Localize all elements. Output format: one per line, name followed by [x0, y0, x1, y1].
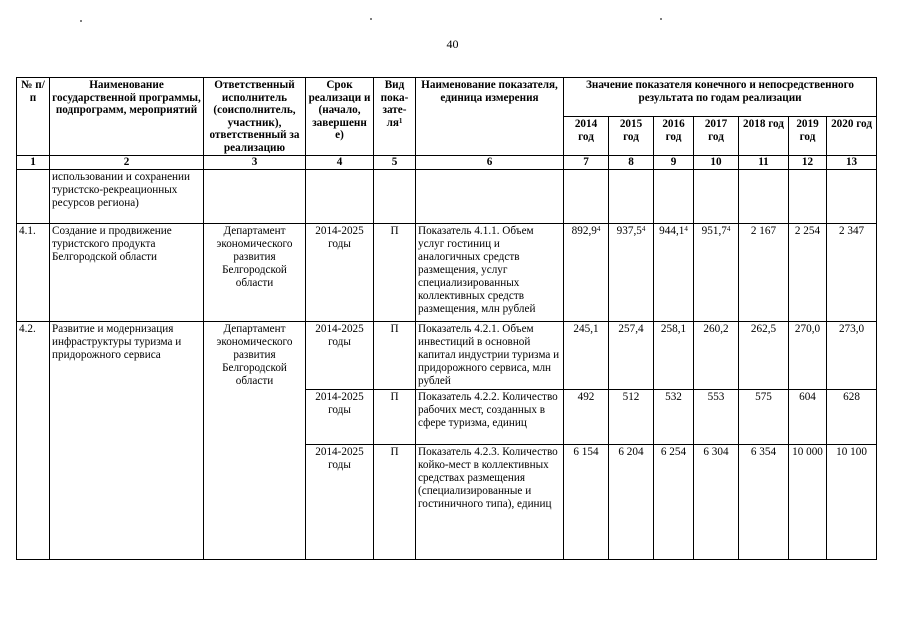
- responsible-executor: Департамент экономического развития Белгородской области: [204, 322, 306, 560]
- header-year: 2020 год: [827, 117, 877, 156]
- table-row-4-2-1: [17, 322, 877, 390]
- indicator-type: П: [374, 445, 416, 560]
- indicator-type: П: [374, 224, 416, 322]
- header-program-name: Наименование государственной программы, подпрограмм, мероприятий: [50, 78, 204, 156]
- value-cell: 270,0: [789, 322, 827, 390]
- value-cell: 6 204: [609, 445, 654, 560]
- value-cell: 512: [609, 390, 654, 445]
- table-row-continuation: [17, 170, 877, 224]
- value-cell: 492: [564, 390, 609, 445]
- program-name: использовании и сохранении туристско-рекреационных ресурсов региона): [50, 170, 204, 224]
- indicator-name: Показатель 4.2.1. Объем инвестиций в основной капитал индустрии туризма и придорожного сервиса, млн рублей: [416, 322, 564, 390]
- row-num: [17, 170, 50, 224]
- implementation-term: 2014-2025 годы: [306, 322, 374, 390]
- page-number: 40: [446, 37, 459, 51]
- header-num: № п/п: [17, 78, 50, 156]
- indicator-name: Показатель 4.2.2. Количество рабочих мест, созданных в сфере туризма, единиц: [416, 390, 564, 445]
- indicator-name: Показатель 4.2.3. Количество койко-мест в коллективных средствах размещения (специализированные и гостиничного типа), единиц: [416, 445, 564, 560]
- value-cell: 2 254: [789, 224, 827, 322]
- header-year: 2014 год: [564, 117, 609, 156]
- column-number: 12: [789, 156, 827, 170]
- footnote-mark: 4: [596, 225, 601, 233]
- column-number: 6: [416, 156, 564, 170]
- header-type-line1: Вид: [384, 79, 405, 91]
- header-year: 2019 год: [789, 117, 827, 156]
- value-cell: 273,0: [827, 322, 877, 390]
- value-cell: 260,2: [694, 322, 739, 390]
- header-year: 2018 год: [739, 117, 789, 156]
- footnote-mark: 4: [641, 225, 646, 233]
- column-number: 9: [654, 156, 694, 170]
- value-cell: 575: [739, 390, 789, 445]
- value-cell: 258,1: [654, 322, 694, 390]
- header-indicator-name: Наименование показателя, единица измерения: [416, 78, 564, 156]
- column-number: 5: [374, 156, 416, 170]
- header-type-line4: ля: [386, 116, 399, 129]
- header-year: 2016 год: [654, 117, 694, 156]
- value-cell: 6 304: [694, 445, 739, 560]
- table-row-4-1: [17, 224, 877, 322]
- column-number: 8: [609, 156, 654, 170]
- value-cell: [564, 224, 609, 322]
- column-number: 7: [564, 156, 609, 170]
- value: 892,9: [571, 225, 597, 237]
- value-cell: 532: [654, 390, 694, 445]
- header-type-sup: 1: [398, 116, 403, 125]
- value: 944,1: [659, 225, 685, 237]
- program-name: Создание и продвижение туристского продукта Белгородской области: [50, 224, 204, 322]
- value: 951,7: [701, 225, 727, 237]
- header-year: 2017 год: [694, 117, 739, 156]
- value-cell: 2 167: [739, 224, 789, 322]
- column-number: 3: [204, 156, 306, 170]
- header-term: Срок реализаци и (начало, завершенн е): [306, 78, 374, 156]
- value-cell: 2 347: [827, 224, 877, 322]
- footnote-mark: 4: [684, 225, 688, 233]
- value-cell: 6 254: [654, 445, 694, 560]
- header-type-line3: зате-: [382, 104, 407, 116]
- value-cell: 262,5: [739, 322, 789, 390]
- value-cell: 6 354: [739, 445, 789, 560]
- value-cell: [654, 224, 694, 322]
- responsible-executor: Департамент экономического развития Белгородской области: [204, 224, 306, 322]
- implementation-term: 2014-2025 годы: [306, 224, 374, 322]
- row-num: 4.2.: [17, 322, 50, 560]
- value-cell: 257,4: [609, 322, 654, 390]
- value-cell: 10 100: [827, 445, 877, 560]
- value-cell: [694, 224, 739, 322]
- header-values-group: Значение показателя конечного и непосредственного результата по годам реализации: [564, 78, 877, 117]
- indicator-type: П: [374, 322, 416, 390]
- scan-speck: [660, 18, 662, 20]
- value-cell: 10 000: [789, 445, 827, 560]
- value-cell: 245,1: [564, 322, 609, 390]
- header-type-line2: пока-: [380, 91, 409, 104]
- header-indicator-type: [374, 78, 416, 156]
- header-responsible: Ответственный исполнитель (соисполнитель, участник), ответственный за реализацию: [204, 78, 306, 156]
- column-number: 11: [739, 156, 789, 170]
- indicator-type: П: [374, 390, 416, 445]
- header-year: 2015 год: [609, 117, 654, 156]
- footnote-mark: 4: [726, 225, 731, 233]
- value-cell: [609, 224, 654, 322]
- value: 937,5: [616, 225, 642, 237]
- column-number: 10: [694, 156, 739, 170]
- program-name: Развитие и модернизация инфраструктуры туризма и придорожного сервиса: [50, 322, 204, 560]
- scan-speck: [370, 18, 372, 20]
- column-number: 13: [827, 156, 877, 170]
- column-number: 1: [17, 156, 50, 170]
- implementation-term: 2014-2025 годы: [306, 390, 374, 445]
- row-num: 4.1.: [17, 224, 50, 322]
- value-cell: 604: [789, 390, 827, 445]
- implementation-term: 2014-2025 годы: [306, 445, 374, 560]
- scan-speck: [80, 20, 82, 22]
- column-number-row: [17, 156, 877, 170]
- column-number: 4: [306, 156, 374, 170]
- column-number: 2: [50, 156, 204, 170]
- program-indicators-table: [16, 77, 877, 560]
- indicator-name: Показатель 4.1.1. Объем услуг гостиниц и аналогичных средств размещения, услуг специализированных коллективных средств размещения, млн рублей: [416, 224, 564, 322]
- value-cell: 6 154: [564, 445, 609, 560]
- value-cell: 628: [827, 390, 877, 445]
- value-cell: 553: [694, 390, 739, 445]
